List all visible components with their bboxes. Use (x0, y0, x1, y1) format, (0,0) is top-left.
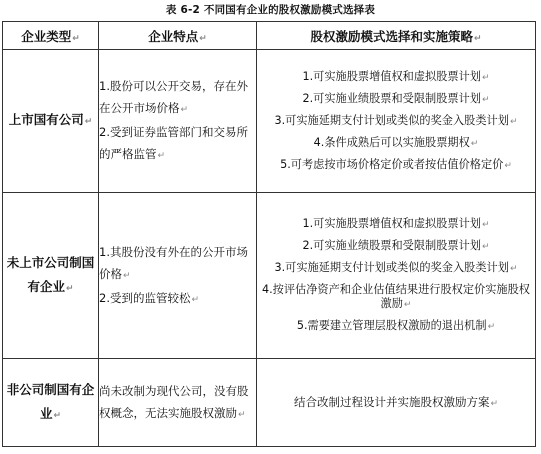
header-label: 股权激励模式选择和实施策略 (310, 28, 473, 44)
incentive-mode-table (2, 21, 536, 447)
feature-item: 1.股份可以公开交易，存在外在公开市场价格↵ (99, 79, 248, 115)
paragraph-mark-icon: ↵ (180, 105, 189, 115)
paragraph-mark-icon: ↵ (481, 72, 490, 83)
paragraph-mark-icon: ↵ (470, 138, 479, 149)
table-row (3, 359, 536, 447)
strategy-item: 2.可实施业绩股票和受限制股票计划↵ (302, 239, 490, 252)
paragraph-mark-icon: ↵ (238, 409, 246, 420)
paragraph-mark-icon: ↵ (487, 322, 496, 332)
type-cell (3, 359, 99, 447)
paragraph-mark-icon: ↵ (481, 94, 490, 105)
table-row (3, 50, 536, 193)
header-enterprise-features (99, 22, 257, 50)
feature-cell (99, 193, 257, 359)
strategy-item: 2.可实施业绩股票和受限制股票计划↵ (302, 91, 490, 105)
strategy-cell (257, 193, 536, 359)
feature-item: 2.受到证券监管部门和交易所的严格监管↵ (99, 125, 248, 161)
strategy-cell (257, 359, 536, 447)
paragraph-mark-icon: ↵ (53, 410, 62, 421)
strategy-item: 结合改制过程设计并实施股权激励方案↵ (293, 394, 499, 409)
strategy-item: 3.可实施延期支付计划或类似的奖金入股类计划↵ (274, 113, 518, 127)
paragraph-mark-icon: ↵ (191, 294, 200, 305)
strategy-cell (257, 50, 536, 193)
paragraph-mark-icon: ↵ (509, 264, 518, 274)
paragraph-mark-icon: ↵ (199, 33, 207, 44)
paragraph-mark-icon: ↵ (481, 220, 490, 230)
type-cell (3, 50, 99, 193)
table-caption: 表 6-2 不同国有企业的股权激励模式选择表 (165, 4, 376, 16)
paragraph-mark-icon: ↵ (403, 300, 412, 310)
type-cell (3, 193, 99, 359)
header-label: 企业类型 (21, 28, 72, 44)
strategy-item: 5.可考虑按市场价格定价或者按估值价格定价↵ (280, 157, 512, 171)
type-label: 上市国有公司 (8, 112, 84, 127)
header-enterprise-type (3, 22, 99, 50)
feature-item: 1.其股份没有外在的公开市场价格↵ (99, 244, 248, 281)
paragraph-mark-icon: ↵ (473, 33, 482, 44)
feature-item: 2.受到的监管较松↵ (99, 290, 200, 305)
strategy-item: 3.可实施延期支付计划或类似的奖金入股类计划↵ (274, 261, 518, 274)
paragraph-mark-icon: ↵ (84, 117, 93, 127)
table-row (3, 193, 536, 359)
paragraph-mark-icon: ↵ (157, 151, 166, 161)
feature-cell (99, 50, 257, 193)
header-strategy (257, 22, 536, 50)
type-label: 非公司制国有企业 (6, 381, 95, 421)
type-label: 未上市公司制国有企业 (6, 254, 95, 294)
paragraph-mark-icon: ↵ (490, 398, 499, 409)
header-label: 企业特点 (148, 28, 199, 44)
strategy-item: 4.条件成熟后可以实施股票期权↵ (313, 135, 479, 149)
paragraph-mark-icon: ↵ (509, 116, 518, 127)
paragraph-mark-icon: ↵ (65, 283, 74, 294)
strategy-item: 5.需要建立管理层股权激励的退出机制↵ (296, 319, 496, 332)
strategy-item: 1.可实施股票增值权和虚拟股票计划↵ (302, 217, 490, 230)
feature-cell (99, 359, 257, 447)
paragraph-mark-icon: ↵ (72, 33, 80, 44)
table-header-row (3, 22, 536, 50)
paragraph-mark-icon: ↵ (123, 270, 131, 281)
strategy-item: 4.按评估净资产和企业估值结果进行股权定价实施股权激励↵ (262, 283, 530, 310)
strategy-item: 1.可实施股票增值权和虚拟股票计划↵ (302, 69, 490, 83)
paragraph-mark-icon: ↵ (504, 160, 512, 171)
paragraph-mark-icon: ↵ (481, 242, 490, 252)
feature-item: 尚未改制为现代公司，没有股权概念，无法实施股权激励↵ (99, 383, 249, 420)
